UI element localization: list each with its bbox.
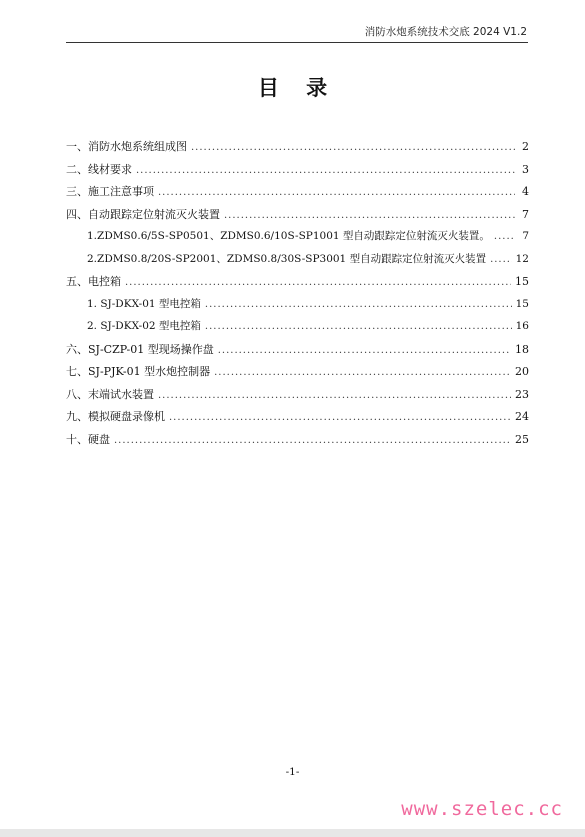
toc-entry-4[interactable] [66, 206, 529, 229]
toc-entry-page: 20 [515, 365, 529, 378]
toc-entry-4-2[interactable] [66, 251, 529, 274]
toc-entry-page: 4 [522, 185, 529, 198]
toc-entry-label: 2. SJ-DKX-02 型电控箱 [87, 320, 201, 332]
toc-leader-dots [205, 321, 512, 332]
toc-leader-dots [224, 210, 515, 221]
toc-entry-page: 15 [515, 275, 529, 288]
toc-entry-2[interactable] [66, 161, 529, 184]
toc-entry-page: 7 [522, 207, 529, 221]
toc-leader-dots [169, 412, 511, 423]
toc-entry-label: 一、消防水炮系统组成图 [66, 140, 187, 153]
toc-leader-dots [490, 254, 512, 265]
toc-entry-9[interactable] [66, 408, 529, 431]
toc-entry-label: 三、施工注意事项 [66, 185, 154, 198]
toc-entry-page: 15 [515, 297, 529, 310]
toc-entry-6[interactable] [66, 341, 529, 364]
toc-entry-5[interactable] [66, 273, 529, 296]
toc-leader-dots [494, 231, 515, 242]
toc-entry-label: 二、线材要求 [66, 162, 132, 176]
toc-leader-dots [191, 142, 515, 153]
toc-title: 目 录 [257, 76, 338, 100]
toc-entry-label: 七、SJ-PJK-01 型水炮控制器 [66, 365, 211, 378]
toc-entry-page: 18 [515, 342, 529, 356]
toc-entry-label: 六、SJ-CZP-01 型现场操作盘 [66, 342, 214, 356]
toc-leader-dots [205, 299, 512, 310]
toc-entry-page: 25 [515, 432, 529, 446]
toc-entry-label: 1. SJ-DKX-01 型电控箱 [87, 297, 201, 310]
toc-entry-10[interactable] [66, 431, 529, 454]
toc-entry-label: 四、自动跟踪定位射流灭火装置 [66, 207, 220, 221]
bottom-edge-band [0, 829, 585, 837]
toc-entry-label: 九、模拟硬盘录像机 [66, 410, 165, 423]
toc-leader-dots [158, 390, 511, 401]
toc-entry-1[interactable] [66, 138, 529, 161]
toc-entry-label: 2.ZDMS0.8/20S-SP2001、ZDMS0.8/30S-SP3001 型自动跟踪定位射流灭火装置 [87, 252, 487, 265]
table-of-contents [66, 138, 529, 453]
toc-entry-page: 12 [515, 252, 529, 265]
toc-leader-dots [214, 367, 511, 378]
toc-leader-dots [136, 165, 515, 176]
toc-entry-page: 23 [515, 387, 529, 401]
toc-entry-7[interactable] [66, 363, 529, 386]
site-watermark: www.szelec.cc [401, 798, 563, 820]
toc-entry-4-1[interactable] [66, 228, 529, 251]
toc-entry-page: 16 [515, 320, 529, 332]
header-divider [66, 42, 528, 43]
toc-entry-page: 3 [522, 162, 529, 176]
toc-entry-label: 十、硬盘 [66, 432, 110, 446]
toc-entry-8[interactable] [66, 386, 529, 409]
toc-leader-dots [114, 435, 511, 446]
toc-entry-label: 八、末端试水装置 [66, 387, 154, 401]
page-number: -1- [285, 766, 300, 778]
toc-leader-dots [125, 277, 511, 288]
toc-leader-dots [218, 345, 511, 356]
toc-entry-label: 五、电控箱 [66, 275, 121, 288]
toc-entry-page: 24 [515, 410, 529, 423]
toc-entry-label: 1.ZDMS0.6/5S-SP0501、ZDMS0.6/10S-SP1001 型自动跟踪定位射流灭火装置。 [87, 230, 490, 242]
toc-entry-3[interactable] [66, 183, 529, 206]
toc-entry-page: 7 [522, 230, 529, 242]
toc-entry-page: 2 [522, 140, 529, 153]
toc-entry-5-1[interactable] [66, 296, 529, 319]
toc-entry-5-2[interactable] [66, 318, 529, 341]
toc-leader-dots [158, 187, 515, 198]
header-title: 消防水炮系统技术交底 2024 V1.2 [364, 26, 527, 38]
